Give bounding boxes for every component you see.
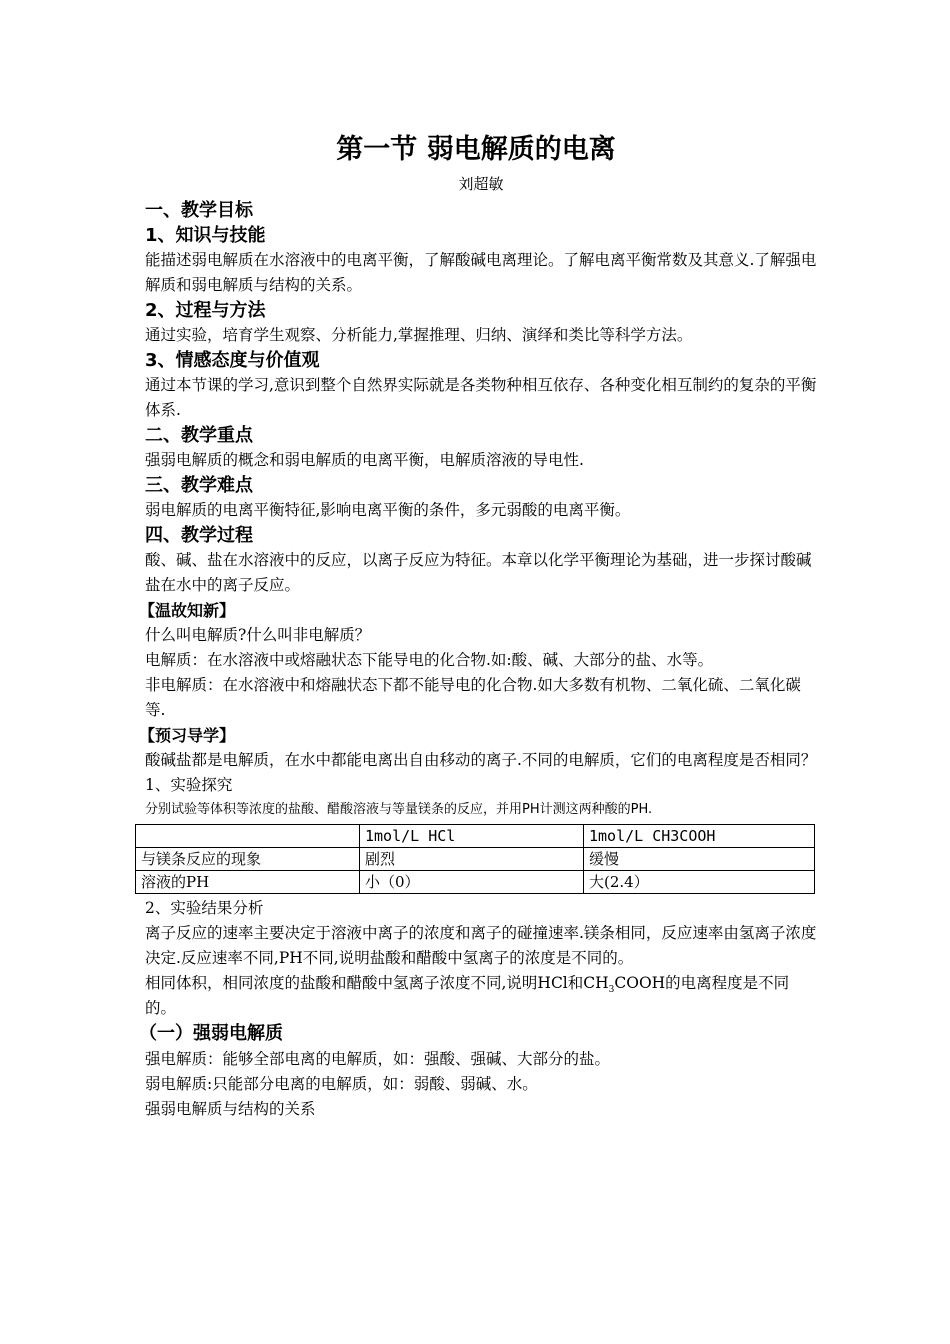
paragraph: 1、实验探究 xyxy=(145,776,233,794)
paragraph: 强电解质：能够全部电离的电解质，如：强酸、强碱、大部分的盐。 xyxy=(145,1050,611,1068)
subscript: 3 xyxy=(608,985,615,996)
table-row xyxy=(136,871,815,894)
bracket-heading: 【温故知新】 xyxy=(139,601,236,620)
table-header-row xyxy=(136,825,815,848)
table-row xyxy=(136,848,815,871)
table-cell: 1mol/L CH3COOH xyxy=(584,825,815,848)
subsection-heading: 1、知识与技能 xyxy=(145,225,266,246)
table-cell: 缓慢 xyxy=(584,848,815,871)
section-heading: 四、教学过程 xyxy=(145,525,253,546)
text-run: COOH的电离程度是不同的。 xyxy=(145,974,790,1017)
paragraph: 什么叫电解质?什么叫非电解质？ xyxy=(145,626,371,644)
author-name: 刘超敏 xyxy=(458,175,504,193)
section-heading: 三、教学难点 xyxy=(145,475,253,496)
table-cell: 大(2.4） xyxy=(584,871,815,894)
subsection-heading: 2、过程与方法 xyxy=(145,300,266,321)
subsection-heading: 3、情感态度与价值观 xyxy=(145,350,320,371)
paragraph: 强弱电解质与结构的关系 xyxy=(145,1100,316,1118)
paragraph: 弱电解质的电离平衡特征,影响电离平衡的条件，多元弱酸的电离平衡。 xyxy=(145,501,631,519)
table-cell: 剧烈 xyxy=(360,848,584,871)
paragraph: 酸、碱、盐在水溶液中的反应，以离子反应为特征。本章以化学平衡理论为基础，进一步探讨酸碱盐在水中的离子反应。 xyxy=(145,551,812,594)
paragraph: 通过实验，培育学生观察、分析能力,掌握推理、归纳、演绎和类比等科学方法。 xyxy=(145,326,693,344)
part-heading: （一）强弱电解质 xyxy=(139,1023,283,1044)
table-cell xyxy=(136,825,360,848)
section-heading: 二、教学重点 xyxy=(145,425,253,446)
document-title: 第一节 弱电解质的电离 xyxy=(336,134,616,165)
paragraph: 电解质：在水溶液中或熔融状态下能导电的化合物.如:酸、碱、大部分的盐、水等。 xyxy=(145,651,714,669)
experiment-description: 分别试验等体积等浓度的盐酸、醋酸溶液与等量镁条的反应，并用PH计测这两种酸的PH. xyxy=(145,802,653,817)
paragraph: 非电解质：在水溶液中和熔融状态下都不能导电的化合物.如大多数有机物、二氧化硫、二氧化碳等. xyxy=(145,676,801,719)
section-heading: 一、教学目标 xyxy=(145,200,253,221)
table-cell: 小（0） xyxy=(360,871,584,894)
table-cell: 与镁条反应的现象 xyxy=(136,848,360,871)
table-cell: 溶液的PH xyxy=(136,871,360,894)
paragraph: 离子反应的速率主要决定于溶液中离子的浓度和离子的碰撞速率.镁条相同，反应速率由氢离子浓度决定.反应速率不同,PH不同,说明盐酸和醋酸中氢离子的浓度是不同的。 xyxy=(145,924,817,967)
table-cell: 1mol/L HCl xyxy=(360,825,584,848)
paragraph: 强弱电解质的概念和弱电解质的电离平衡，电解质溶液的导电性. xyxy=(145,451,584,469)
text-run: 相同体积，相同浓度的盐酸和醋酸中氢离子浓度不同,说明HCl和CH xyxy=(145,974,609,992)
paragraph xyxy=(145,971,817,1021)
experiment-table xyxy=(135,824,815,894)
document-body xyxy=(139,128,817,1122)
paragraph: 弱电解质:只能部分电离的电解质，如：弱酸、弱碱、水。 xyxy=(145,1075,538,1093)
bracket-heading: 【预习导学】 xyxy=(139,726,236,745)
paragraph: 能描述弱电解质在水溶液中的电离平衡，了解酸碱电离理论。了解电离平衡常数及其意义.了解强电解质和弱电解质与结构的关系。 xyxy=(145,251,817,294)
paragraph: 酸碱盐都是电解质，在水中都能电离出自由移动的离子.不同的电解质，它们的电离程度是否相同？ xyxy=(145,751,817,769)
paragraph: 通过本节课的学习,意识到整个自然界实际就是各类物种相互依存、各种变化相互制约的复杂的平衡体系. xyxy=(145,376,817,419)
paragraph: 2、实验结果分析 xyxy=(145,899,264,917)
